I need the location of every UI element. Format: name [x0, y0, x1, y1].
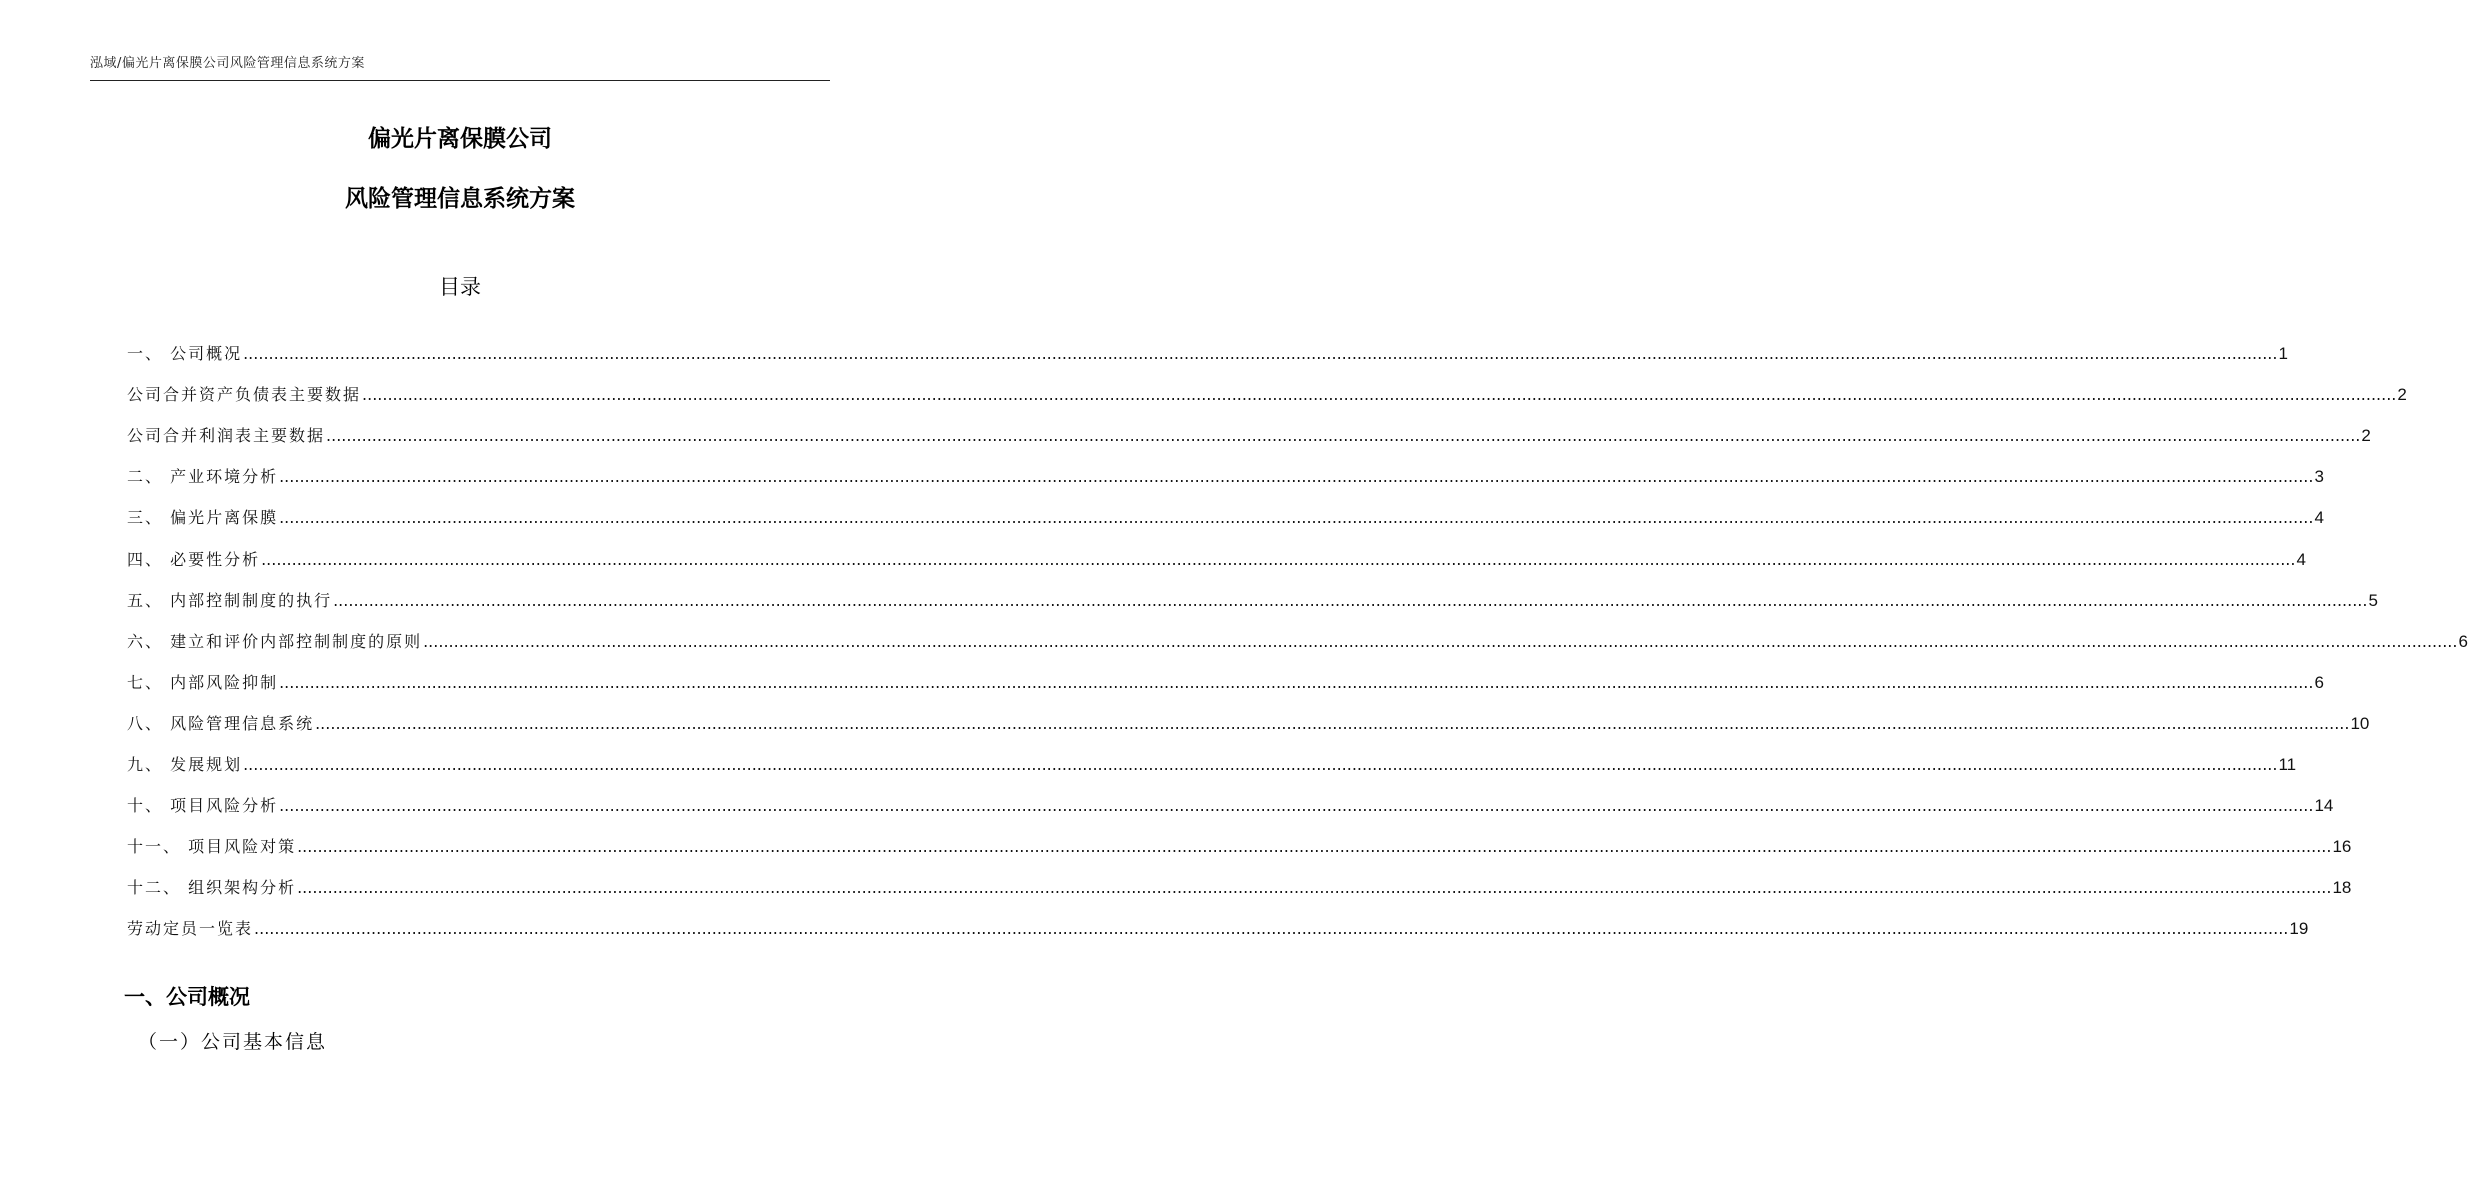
- toc-entry[interactable]: [127, 858, 2352, 899]
- page-header: [90, 50, 830, 81]
- toc-leader-dots: ................................................................................................................................................................................................................................................................................................................................................................................................................: [279, 508, 2314, 528]
- toc-entry-label: 十二、 组织架构分析: [127, 878, 297, 898]
- toc-entry[interactable]: [127, 694, 2370, 735]
- toc-entry-label: 一、 公司概况: [127, 344, 243, 364]
- table-of-contents: [127, 324, 2468, 940]
- toc-entry-label: 四、 必要性分析: [127, 549, 261, 569]
- toc-entry[interactable]: [127, 735, 2297, 776]
- toc-leader-dots: ................................................................................................................................................................................................................................................................................................................................................................................................................: [279, 796, 2314, 816]
- toc-leader-dots: ................................................................................................................................................................................................................................................................................................................................................................................................................: [333, 590, 2368, 610]
- toc-entry-label: 九、 发展规划: [127, 755, 243, 775]
- toc-entry[interactable]: [127, 899, 2309, 940]
- toc-entry-page-number: 2: [2361, 426, 2371, 446]
- document-title-line-1: 偏光片离保膜公司: [368, 126, 552, 152]
- toc-leader-dots: ................................................................................................................................................................................................................................................................................................................................................................................................................: [362, 385, 2397, 405]
- toc-entry[interactable]: [127, 447, 2324, 488]
- toc-leader-dots: ................................................................................................................................................................................................................................................................................................................................................................................................................: [297, 878, 2332, 898]
- toc-entry-page-number: 5: [2368, 590, 2378, 610]
- toc-entry[interactable]: [127, 324, 2288, 365]
- toc-entry-label: 十一、 项目风险对策: [127, 837, 297, 857]
- toc-entry-label: 公司合并利润表主要数据: [127, 426, 326, 446]
- toc-entry-label: 三、 偏光片离保膜: [127, 508, 279, 528]
- toc-entry-label: 公司合并资产负债表主要数据: [127, 385, 362, 405]
- toc-entry-page-number: 14: [2314, 796, 2334, 816]
- toc-leader-dots: ................................................................................................................................................................................................................................................................................................................................................................................................................: [243, 344, 2278, 364]
- toc-leader-dots: ................................................................................................................................................................................................................................................................................................................................................................................................................: [326, 426, 2361, 446]
- toc-entry-label: 五、 内部控制制度的执行: [127, 590, 333, 610]
- toc-entry-page-number: 4: [2314, 508, 2324, 528]
- document-title-line-2: 风险管理信息系统方案: [345, 186, 575, 212]
- toc-entry[interactable]: [127, 612, 2468, 653]
- toc-leader-dots: ................................................................................................................................................................................................................................................................................................................................................................................................................: [243, 755, 2278, 775]
- toc-entry-page-number: 18: [2332, 878, 2352, 898]
- toc-entry[interactable]: [127, 653, 2324, 694]
- toc-entry-page-number: 11: [2278, 755, 2297, 775]
- toc-leader-dots: ................................................................................................................................................................................................................................................................................................................................................................................................................: [261, 549, 2296, 569]
- toc-leader-dots: ................................................................................................................................................................................................................................................................................................................................................................................................................: [423, 631, 2458, 651]
- toc-entry-page-number: 2: [2397, 385, 2407, 405]
- header-text: 泓域/偏光片离保膜公司风险管理信息系统方案: [90, 56, 365, 71]
- toc-leader-dots: ................................................................................................................................................................................................................................................................................................................................................................................................................: [297, 837, 2332, 857]
- toc-entry[interactable]: [127, 406, 2371, 447]
- toc-entry[interactable]: [127, 817, 2352, 858]
- section-subheading: （一）公司基本信息: [138, 1031, 328, 1053]
- section-heading: 一、公司概况: [124, 985, 250, 1009]
- toc-entry-page-number: 19: [2289, 919, 2309, 939]
- toc-heading: 目录: [439, 275, 481, 299]
- toc-entry-page-number: 4: [2296, 549, 2306, 569]
- toc-entry-page-number: 10: [2350, 713, 2370, 733]
- toc-entry[interactable]: [127, 571, 2378, 612]
- toc-entry-page-number: 16: [2332, 837, 2352, 857]
- toc-entry-label: 六、 建立和评价内部控制制度的原则: [127, 631, 423, 651]
- toc-entry[interactable]: [127, 529, 2306, 570]
- toc-entry[interactable]: [127, 488, 2324, 529]
- toc-entry-page-number: 6: [2314, 672, 2324, 692]
- toc-entry-label: 劳动定员一览表: [127, 919, 254, 939]
- toc-leader-dots: ................................................................................................................................................................................................................................................................................................................................................................................................................: [279, 672, 2314, 692]
- toc-leader-dots: ................................................................................................................................................................................................................................................................................................................................................................................................................: [315, 713, 2350, 733]
- toc-entry-page-number: 6: [2458, 631, 2468, 651]
- toc-leader-dots: ................................................................................................................................................................................................................................................................................................................................................................................................................: [279, 467, 2314, 487]
- toc-leader-dots: ................................................................................................................................................................................................................................................................................................................................................................................................................: [254, 919, 2289, 939]
- toc-entry-label: 八、 风险管理信息系统: [127, 713, 315, 733]
- toc-entry-page-number: 3: [2314, 467, 2324, 487]
- toc-entry-page-number: 1: [2278, 344, 2288, 364]
- toc-entry[interactable]: [127, 776, 2334, 817]
- toc-entry-label: 七、 内部风险抑制: [127, 672, 279, 692]
- toc-entry-label: 二、 产业环境分析: [127, 467, 279, 487]
- toc-entry[interactable]: [127, 365, 2407, 406]
- toc-entry-label: 十、 项目风险分析: [127, 796, 279, 816]
